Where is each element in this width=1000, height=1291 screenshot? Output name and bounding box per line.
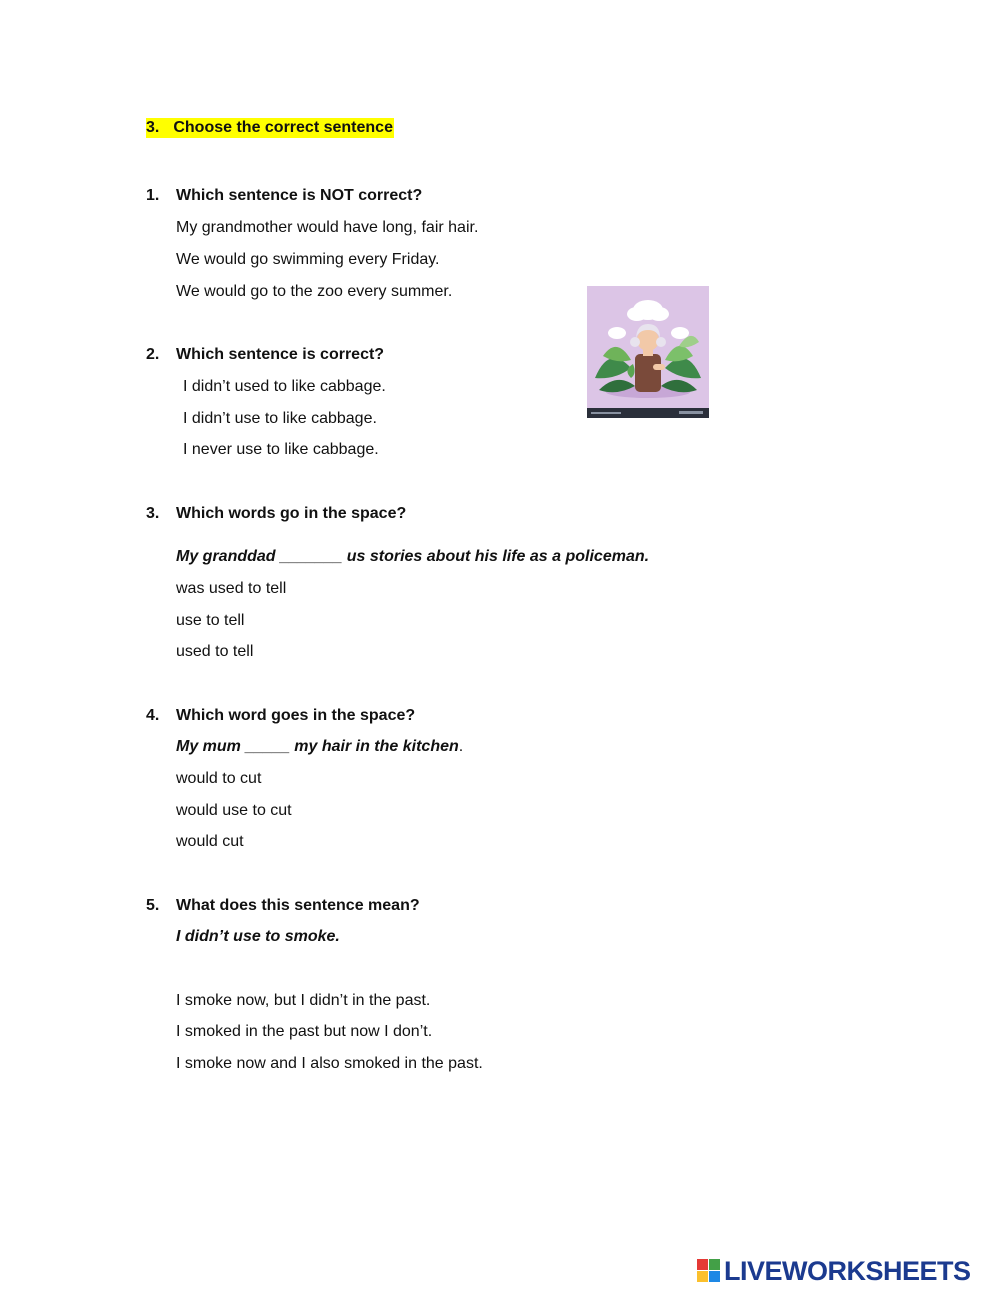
liveworksheets-logo <box>697 1256 997 1286</box>
answer-option[interactable]: used to tell <box>176 643 254 660</box>
question-prompt: Which sentence is correct? <box>176 346 385 363</box>
question-prompt: What does this sentence mean? <box>176 897 420 914</box>
question-number: 3. <box>146 505 160 522</box>
question-prompt: Which word goes in the space? <box>176 707 416 724</box>
question-prompt: Which words go in the space? <box>176 505 407 522</box>
question-number: 1. <box>146 187 160 204</box>
answer-option[interactable]: would use to cut <box>176 802 292 819</box>
example-sentence <box>176 737 463 757</box>
answer-option[interactable]: I smoked in the past but now I don’t. <box>176 1023 433 1040</box>
logo-blocks-icon <box>697 1259 721 1283</box>
example-sentence: My granddad _______ us stories about his life as a policeman. <box>176 548 650 565</box>
question-number: 4. <box>146 707 160 724</box>
answer-option[interactable]: I didn’t used to like cabbage. <box>183 378 386 395</box>
answer-option[interactable]: I smoke now, but I didn’t in the past. <box>176 992 431 1009</box>
grandmother-illustration <box>587 286 709 418</box>
grandmother-illustration-art <box>587 286 709 418</box>
answer-option[interactable]: use to tell <box>176 612 245 629</box>
answer-option[interactable]: would to cut <box>176 770 262 787</box>
answer-option[interactable]: I smoke now and I also smoked in the past. <box>176 1055 483 1072</box>
example-sentence-text: My mum _____ my hair in the kitchen <box>176 738 459 755</box>
example-sentence-end: . <box>458 738 464 755</box>
section-number: 3. <box>146 119 160 136</box>
answer-option[interactable]: My grandmother would have long, fair hair. <box>176 219 479 236</box>
question-number: 5. <box>146 897 160 914</box>
question-number: 2. <box>146 346 160 363</box>
answer-option[interactable]: would cut <box>176 833 244 850</box>
answer-option[interactable]: was used to tell <box>176 580 287 597</box>
logo-wordmark: LIVEWORKSHEETS <box>724 1256 971 1286</box>
answer-option[interactable]: I didn’t use to like cabbage. <box>183 410 377 427</box>
example-sentence: I didn’t use to smoke. <box>176 928 340 945</box>
section-heading <box>146 118 394 138</box>
section-title: Choose the correct sentence <box>173 119 393 136</box>
answer-option[interactable]: We would go to the zoo every summer. <box>176 283 453 300</box>
question-prompt: Which sentence is NOT correct? <box>176 187 423 204</box>
answer-option[interactable]: We would go swimming every Friday. <box>176 251 440 268</box>
answer-option[interactable]: I never use to like cabbage. <box>183 441 379 458</box>
